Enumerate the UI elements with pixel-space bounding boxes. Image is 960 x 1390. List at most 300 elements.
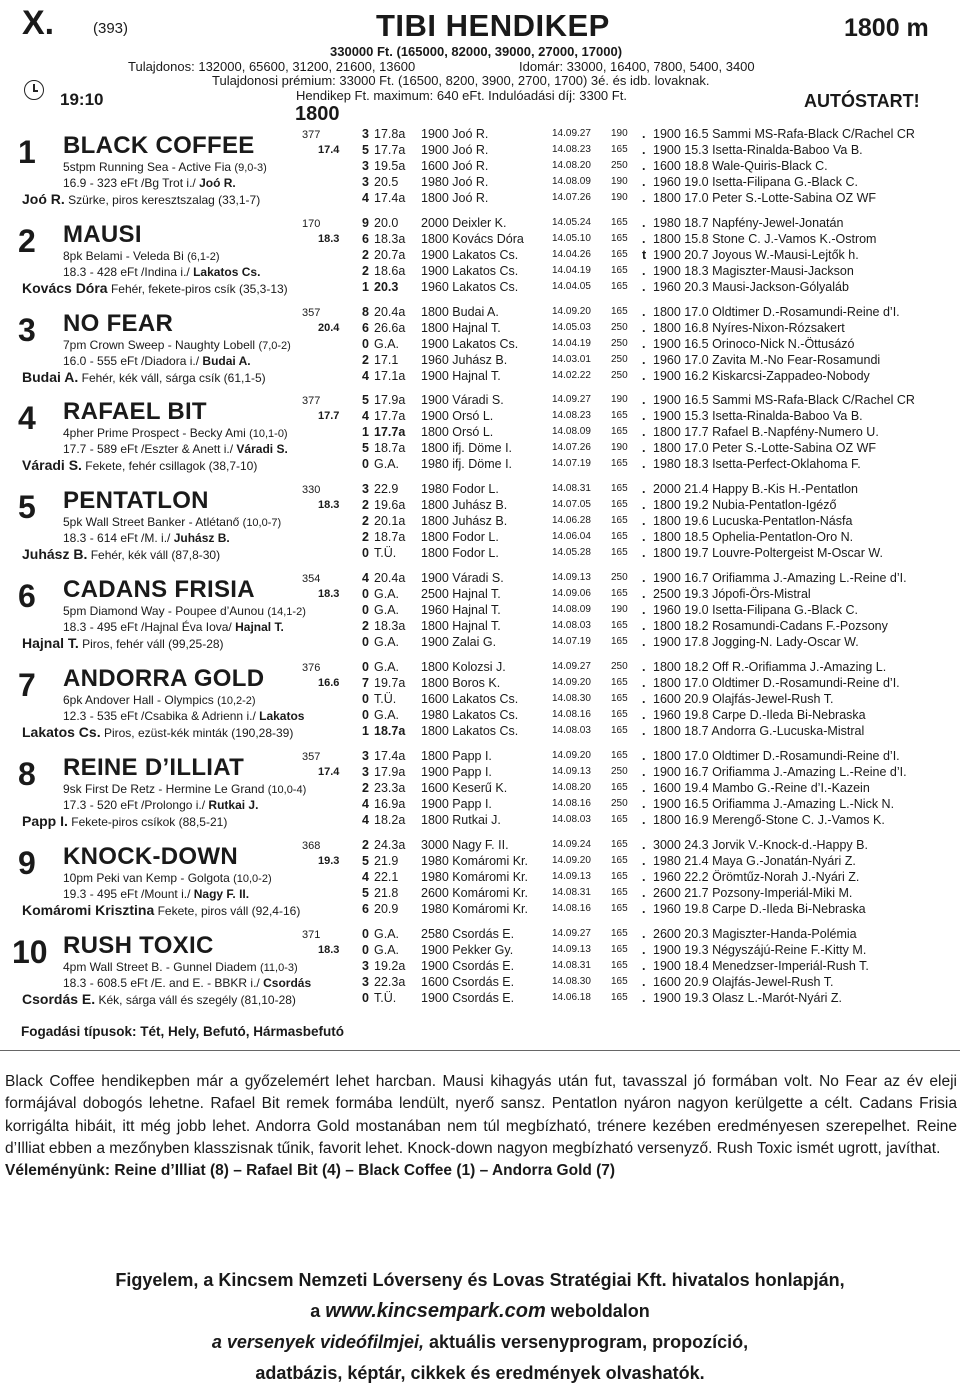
form-row xyxy=(362,570,960,586)
form-time: 18.7a xyxy=(374,724,406,738)
form-time: 17.7a xyxy=(374,425,406,439)
form-result: 1800 18.7 Andorra G.-Lucuska-Mistral xyxy=(653,724,865,738)
form-prize: 190 xyxy=(611,176,628,187)
form-row xyxy=(362,885,960,901)
horse-record xyxy=(63,354,251,368)
form-date: 14.09.20 xyxy=(552,677,591,688)
trainer-name: Budai A. xyxy=(22,369,79,385)
form-result: 1900 19.3 Négyszájú-Reine F.-Kitty M. xyxy=(653,943,867,957)
horse-colors: Szürke, piros keresztszalag (33,1-7) xyxy=(68,193,261,207)
horse-trainer xyxy=(22,903,300,918)
form-place: 3 xyxy=(362,159,369,173)
form-place: 1 xyxy=(362,425,369,439)
trainer-prizes: Idomár: 33000, 16400, 7800, 5400, 3400 xyxy=(519,59,755,74)
horse-entry xyxy=(0,306,960,394)
form-flag: . xyxy=(642,143,646,157)
pedigree-stats: (10,0-2) xyxy=(233,873,272,885)
form-time: 26.6a xyxy=(374,321,406,335)
form-flag: . xyxy=(642,441,646,455)
form-flag: . xyxy=(642,765,646,779)
form-flag: . xyxy=(642,393,646,407)
horse-rating: 16.6 xyxy=(318,677,340,689)
horse-pedigree xyxy=(63,338,291,353)
form-race: 1980 Fodor L. xyxy=(421,482,499,496)
form-place: 2 xyxy=(362,838,369,852)
horse-trainer xyxy=(22,814,227,829)
form-time: 24.3a xyxy=(374,838,406,852)
record-driver: Rutkai J. xyxy=(208,798,259,812)
form-row xyxy=(362,320,960,336)
record-text: 16.9 - 323 eFt /Bg Trot i./ xyxy=(63,176,200,190)
form-prize: 165 xyxy=(611,725,628,736)
form-place: 3 xyxy=(362,749,369,763)
form-prize: 165 xyxy=(611,814,628,825)
form-date: 14.02.22 xyxy=(552,370,591,381)
race-time: 19:10 xyxy=(60,90,104,109)
form-flag: . xyxy=(642,854,646,868)
form-row xyxy=(362,247,960,263)
form-race: 1800 Juhász B. xyxy=(421,498,508,512)
form-place: 1 xyxy=(362,724,369,738)
form-result: 1800 16.8 Nyíres-Nixon-Rózsakert xyxy=(653,321,845,335)
form-row xyxy=(362,392,960,408)
form-prize: 190 xyxy=(611,394,628,405)
trainer-name: Csordás E. xyxy=(22,991,96,1007)
horse-colors: Fekete, piros váll (92,4-16) xyxy=(157,904,301,918)
pedigree-stats: (10,2-2) xyxy=(217,695,256,707)
race-distance: 1800 m xyxy=(844,14,929,42)
form-result: 1900 18.4 Menedzser-Imperiál-Rush T. xyxy=(653,959,869,973)
horse-entry xyxy=(0,217,960,305)
horse-rating: 18.3 xyxy=(318,499,340,511)
form-prize: 165 xyxy=(611,306,628,317)
horse-number: 10 xyxy=(12,934,48,970)
form-date: 14.05.24 xyxy=(552,217,591,228)
form-place: 0 xyxy=(362,708,369,722)
horse-colors: Fehér, kék váll, sárga csík (61,1-5) xyxy=(81,371,266,385)
horse-name: NO FEAR xyxy=(63,310,174,337)
form-race: 1980 Komáromi Kr. xyxy=(421,854,528,868)
form-date: 14.08.23 xyxy=(552,410,591,421)
horse-record xyxy=(63,709,304,723)
form-result: 1900 16.5 Orinoco-Nick N.-Öttusázó xyxy=(653,337,855,351)
form-flag: . xyxy=(642,708,646,722)
form-row xyxy=(362,408,960,424)
form-date: 14.08.30 xyxy=(552,976,591,987)
form-date: 14.04.05 xyxy=(552,281,591,292)
form-race: 1980 Komáromi Kr. xyxy=(421,902,528,916)
form-race: 1800 Orsó L. xyxy=(421,425,494,439)
form-race: 3000 Nagy F. II. xyxy=(421,838,509,852)
form-place: 3 xyxy=(362,765,369,779)
form-date: 14.08.30 xyxy=(552,693,591,704)
form-flag: . xyxy=(642,514,646,528)
pedigree-stats: (11,0-3) xyxy=(259,962,298,974)
form-date: 14.08.16 xyxy=(552,798,591,809)
form-prize: 165 xyxy=(611,281,628,292)
form-row xyxy=(362,368,960,384)
horse-number: 5 xyxy=(18,489,36,525)
horse-number: 2 xyxy=(18,223,36,259)
form-place: 5 xyxy=(362,886,369,900)
form-prize: 165 xyxy=(611,233,628,244)
form-time: 18.7a xyxy=(374,441,406,455)
form-row xyxy=(362,190,960,206)
form-race: 1800 Kovács Dóra xyxy=(421,232,524,246)
form-result: 2600 20.3 Magiszter-Handa-Polémia xyxy=(653,927,857,941)
form-result: 1800 17.0 Oldtimer D.-Rosamundi-Reine d’I. xyxy=(653,305,900,319)
betting-types: Fogadási típusok: Tét, Hely, Befutó, Hármasbefutó xyxy=(21,1024,345,1039)
form-place: 6 xyxy=(362,321,369,335)
record-text: 18.3 - 608.5 eFt /E. and E. - BBKR i./ xyxy=(63,976,264,990)
form-time: 16.9a xyxy=(374,797,406,811)
form-table xyxy=(362,392,960,472)
form-race: 1600 Joó R. xyxy=(421,159,489,173)
form-flag: . xyxy=(642,498,646,512)
pedigree-text: 4pher Prime Prospect - Becky Ami xyxy=(63,426,250,440)
form-row xyxy=(362,780,960,796)
form-time: 23.3a xyxy=(374,781,406,795)
form-time: 17.4a xyxy=(374,749,406,763)
promo-line-1: Figyelem, a Kincsem Nemzeti Lóverseny és Lovas Stratégiai Kft. hivatalos honlapján, xyxy=(115,1270,845,1290)
horse-colors: Piros, fehér váll (99,25-28) xyxy=(82,637,224,651)
form-date: 14.07.26 xyxy=(552,442,591,453)
form-prize: 165 xyxy=(611,620,628,631)
form-prize: 190 xyxy=(611,604,628,615)
horse-pedigree xyxy=(63,249,219,264)
form-time: 20.3 xyxy=(374,280,399,294)
form-prize: 165 xyxy=(611,944,628,955)
horse-weight: 354 xyxy=(302,573,321,585)
form-prize: 165 xyxy=(611,693,628,704)
form-race: 1960 Lakatos Cs. xyxy=(421,280,519,294)
form-result: 1900 16.5 Sammi MS-Rafa-Black C/Rachel CR xyxy=(653,393,915,407)
horse-record xyxy=(63,976,311,990)
form-prize: 165 xyxy=(611,928,628,939)
form-table xyxy=(362,304,960,384)
form-date: 14.05.03 xyxy=(552,322,591,333)
form-row xyxy=(362,529,960,545)
form-time: 19.7a xyxy=(374,676,406,690)
horse-number: 3 xyxy=(18,312,36,348)
form-result: 1800 17.7 Rafael B.-Napfény-Numero U. xyxy=(653,425,879,439)
form-date: 14.09.27 xyxy=(552,661,591,672)
promo-line-3 xyxy=(0,1327,960,1358)
form-row xyxy=(362,869,960,885)
form-place: 4 xyxy=(362,409,369,423)
horse-entry xyxy=(0,128,960,216)
form-time: 18.3a xyxy=(374,232,406,246)
form-place: 4 xyxy=(362,369,369,383)
horse-entry xyxy=(0,394,960,482)
form-result: 1960 19.8 Carpe D.-Ileda Bi-Nebraska xyxy=(653,708,866,722)
form-race: 1900 Papp I. xyxy=(421,797,492,811)
horse-name: MAUSI xyxy=(63,221,142,248)
pedigree-stats: (10,0-7) xyxy=(242,517,282,529)
horse-rating: 18.3 xyxy=(318,944,340,956)
form-time: T.Ü. xyxy=(374,692,397,706)
form-race: 1900 Váradi S. xyxy=(421,393,504,407)
form-place: 3 xyxy=(362,482,369,496)
horse-weight: 357 xyxy=(302,751,321,763)
form-flag: . xyxy=(642,870,646,884)
horse-entry xyxy=(0,572,960,660)
form-place: 2 xyxy=(362,248,369,262)
start-distance: 1800 xyxy=(295,103,340,125)
horse-pedigree xyxy=(63,693,256,708)
form-date: 14.08.31 xyxy=(552,960,591,971)
horse-trainer xyxy=(22,458,257,473)
form-result: 1900 16.5 Orifiamma J.-Amazing L.-Nick N. xyxy=(653,797,895,811)
form-prize: 165 xyxy=(611,636,628,647)
horse-number: 8 xyxy=(18,756,36,792)
form-date: 14.03.01 xyxy=(552,354,591,365)
form-prize: 250 xyxy=(611,766,628,777)
form-flag: . xyxy=(642,797,646,811)
form-date: 14.09.27 xyxy=(552,928,591,939)
form-time: 18.6a xyxy=(374,264,406,278)
form-flag: . xyxy=(642,676,646,690)
form-row xyxy=(362,723,960,739)
form-date: 14.09.13 xyxy=(552,944,591,955)
trainer-name: Joó R. xyxy=(22,191,65,207)
form-date: 14.09.24 xyxy=(552,839,591,850)
horse-entry xyxy=(0,483,960,571)
form-prize: 165 xyxy=(611,426,628,437)
form-race: 1800 Hajnal T. xyxy=(421,619,501,633)
form-row xyxy=(362,279,960,295)
form-place: 4 xyxy=(362,797,369,811)
horse-number: 9 xyxy=(18,845,36,881)
form-row xyxy=(362,158,960,174)
form-row xyxy=(362,545,960,561)
horse-record xyxy=(63,798,258,812)
form-place: 2 xyxy=(362,530,369,544)
form-race: 1900 Váradi S. xyxy=(421,571,504,585)
form-place: 0 xyxy=(362,943,369,957)
form-date: 14.06.18 xyxy=(552,992,591,1003)
trainer-name: Juhász B. xyxy=(22,546,88,562)
horse-name: CADANS FRISIA xyxy=(63,576,255,603)
form-place: 0 xyxy=(362,457,369,471)
form-row xyxy=(362,974,960,990)
form-race: 1900 Joó R. xyxy=(421,127,489,141)
horse-trainer xyxy=(22,992,296,1007)
form-prize: 165 xyxy=(611,855,628,866)
horse-record xyxy=(63,265,260,279)
form-date: 14.09.27 xyxy=(552,394,591,405)
form-flag: . xyxy=(642,619,646,633)
form-date: 14.07.19 xyxy=(552,458,591,469)
form-date: 14.07.26 xyxy=(552,192,591,203)
form-time: 20.0 xyxy=(374,216,399,230)
form-prize: 250 xyxy=(611,338,628,349)
form-row xyxy=(362,481,960,497)
form-prize: 250 xyxy=(611,370,628,381)
form-race: 1900 Orsó L. xyxy=(421,409,494,423)
form-date: 14.08.09 xyxy=(552,604,591,615)
form-flag: . xyxy=(642,692,646,706)
form-date: 14.08.20 xyxy=(552,160,591,171)
form-date: 14.05.28 xyxy=(552,547,591,558)
form-time: G.A. xyxy=(374,337,400,351)
form-row xyxy=(362,691,960,707)
form-time: T.Ü. xyxy=(374,991,397,1005)
form-date: 14.04.19 xyxy=(552,338,591,349)
form-result: 1900 16.7 Orifiamma J.-Amazing L.-Reine d’I. xyxy=(653,765,907,779)
form-place: 4 xyxy=(362,571,369,585)
form-table xyxy=(362,215,960,295)
verdict: Véleményünk: Reine d’Illiat (8) – Rafael Bit (4) – Black Coffee (1) – Andorra Gold (7) xyxy=(5,1162,616,1180)
form-race: 1960 Juhász B. xyxy=(421,353,508,367)
form-time: 17.8a xyxy=(374,127,406,141)
record-driver: Váradi S. xyxy=(236,442,288,456)
race-number: X. xyxy=(22,4,55,42)
form-prize: 165 xyxy=(611,588,628,599)
form-place: 5 xyxy=(362,393,369,407)
form-time: G.A. xyxy=(374,635,400,649)
form-place: 3 xyxy=(362,959,369,973)
form-prize: 165 xyxy=(611,976,628,987)
promo-url[interactable]: www.kincsempark.com xyxy=(325,1300,546,1322)
form-table xyxy=(362,126,960,206)
form-date: 14.04.26 xyxy=(552,249,591,260)
horse-name: PENTATLON xyxy=(63,487,209,514)
horse-trainer xyxy=(22,370,266,385)
horse-rating: 17.7 xyxy=(318,410,340,422)
form-result: 2600 21.7 Pozsony-Imperiál-Miki M. xyxy=(653,886,853,900)
form-flag: . xyxy=(642,813,646,827)
form-prize: 250 xyxy=(611,160,628,171)
form-place: 0 xyxy=(362,337,369,351)
form-date: 14.08.03 xyxy=(552,725,591,736)
form-table xyxy=(362,570,960,650)
horse-weight: 357 xyxy=(302,307,321,319)
horse-name: RUSH TOXIC xyxy=(63,932,214,959)
form-row xyxy=(362,990,960,1006)
form-flag: . xyxy=(642,943,646,957)
form-flag: . xyxy=(642,159,646,173)
horse-name: ANDORRA GOLD xyxy=(63,665,265,692)
form-row xyxy=(362,675,960,691)
form-time: 20.4a xyxy=(374,305,406,319)
horse-colors: Piros, ezüst-kék minták (190,28-39) xyxy=(103,726,294,740)
form-flag: . xyxy=(642,191,646,205)
form-time: 17.1a xyxy=(374,369,406,383)
form-table xyxy=(362,659,960,739)
horse-record xyxy=(63,176,236,190)
form-flag: . xyxy=(642,305,646,319)
form-prize: 165 xyxy=(611,144,628,155)
form-flag: . xyxy=(642,587,646,601)
pedigree-text: 8pk Belami - Veleda Bi xyxy=(63,249,188,263)
form-row xyxy=(362,497,960,513)
form-row xyxy=(362,586,960,602)
form-race: 1800 ifj. Döme I. xyxy=(421,441,513,455)
form-row xyxy=(362,513,960,529)
prize-total: 330000 Ft. (165000, 82000, 39000, 27000, 17000) xyxy=(330,44,623,59)
form-result: 1980 18.7 Napfény-Jewel-Jonatán xyxy=(653,216,844,230)
form-time: 20.1a xyxy=(374,514,406,528)
form-result: 1980 18.3 Isetta-Perfect-Oklahoma F. xyxy=(653,457,861,471)
form-place: 0 xyxy=(362,635,369,649)
form-date: 14.08.09 xyxy=(552,176,591,187)
form-race: 2000 Deixler K. xyxy=(421,216,507,230)
horse-weight: 376 xyxy=(302,662,321,674)
form-result: 3000 24.3 Jorvik V.-Knock-d.-Happy B. xyxy=(653,838,868,852)
horse-number: 6 xyxy=(18,578,36,614)
pedigree-stats: (14,1-2) xyxy=(267,606,306,618)
form-row xyxy=(362,126,960,142)
horse-rating: 17.4 xyxy=(318,144,340,156)
form-time: 21.9 xyxy=(374,854,399,868)
form-row xyxy=(362,231,960,247)
commentary-text: Black Coffee hendikepben már a győzelemért lehet harcban. Mausi kihagyás után fut, tavasszal jó formában volt. No Fear az év eleji formájával dobogós lehetne. Rafael Bit remek formába lendült, nyerő sansz. Pentatlon nyáron nagyon kerülgette a célt. Cadans Frisia korrigálta hibáit, itt még jobb lehet. Andorra Gold mostanában nem túl megbízható, trénere kezében eredményesen szerepelhet. Reine d’Illiat ebben a mezőnyben klasszisnak tűnik, favorit lehet. Knock-down nagyon megbízható versenyző. Rush Toxic ismét ugrott, javíthat. xyxy=(5,1073,957,1157)
form-time: 20.9 xyxy=(374,902,399,916)
horse-colors: Fehér, kék váll (87,8-30) xyxy=(90,548,221,562)
horse-rating: 17.4 xyxy=(318,766,340,778)
form-prize: 165 xyxy=(611,217,628,228)
form-date: 14.08.03 xyxy=(552,814,591,825)
race-code: (393) xyxy=(93,20,129,37)
form-result: 1600 18.8 Wale-Quiris-Black C. xyxy=(653,159,828,173)
horse-trainer xyxy=(22,547,220,562)
horse-pedigree xyxy=(63,871,272,886)
form-flag: . xyxy=(642,959,646,973)
form-time: 19.5a xyxy=(374,159,406,173)
record-driver: Joó R. xyxy=(199,176,236,190)
form-row xyxy=(362,707,960,723)
form-result: 1900 16.5 Sammi MS-Rafa-Black C/Rachel CR xyxy=(653,127,915,141)
record-text: 18.3 - 614 eFt /M. i./ xyxy=(63,531,174,545)
form-result: 1900 15.3 Isetta-Rinalda-Baboo Va B. xyxy=(653,409,863,423)
form-race: 1600 Lakatos Cs. xyxy=(421,692,519,706)
horse-name: REINE D’ILLIAT xyxy=(63,754,245,781)
form-race: 2580 Csordás E. xyxy=(421,927,515,941)
trainer-name: Komáromi Krisztina xyxy=(22,902,155,918)
form-prize: 250 xyxy=(611,572,628,583)
form-race: 1900 Hajnal T. xyxy=(421,369,501,383)
form-place: 0 xyxy=(362,546,369,560)
form-row xyxy=(362,352,960,368)
form-place: 0 xyxy=(362,660,369,674)
record-driver: Nagy F. II. xyxy=(193,887,250,901)
form-flag: . xyxy=(642,232,646,246)
form-prize: 190 xyxy=(611,442,628,453)
form-place: 4 xyxy=(362,870,369,884)
form-race: 1800 Lakatos Cs. xyxy=(421,724,519,738)
form-date: 14.08.09 xyxy=(552,426,591,437)
form-time: 17.9a xyxy=(374,765,406,779)
form-prize: 165 xyxy=(611,839,628,850)
form-place: 2 xyxy=(362,498,369,512)
form-row xyxy=(362,837,960,853)
form-race: 1800 Rutkai J. xyxy=(421,813,501,827)
form-race: 1600 Keserű K. xyxy=(421,781,508,795)
record-driver: Csordás xyxy=(263,976,312,990)
form-flag: . xyxy=(642,724,646,738)
form-flag: . xyxy=(642,175,646,189)
form-flag: . xyxy=(642,886,646,900)
pedigree-stats: (10,0-4) xyxy=(267,784,307,796)
form-place: 3 xyxy=(362,127,369,141)
form-row xyxy=(362,958,960,974)
form-row xyxy=(362,336,960,352)
form-prize: 165 xyxy=(611,992,628,1003)
form-place: 2 xyxy=(362,353,369,367)
form-row xyxy=(362,634,960,650)
form-time: G.A. xyxy=(374,603,400,617)
